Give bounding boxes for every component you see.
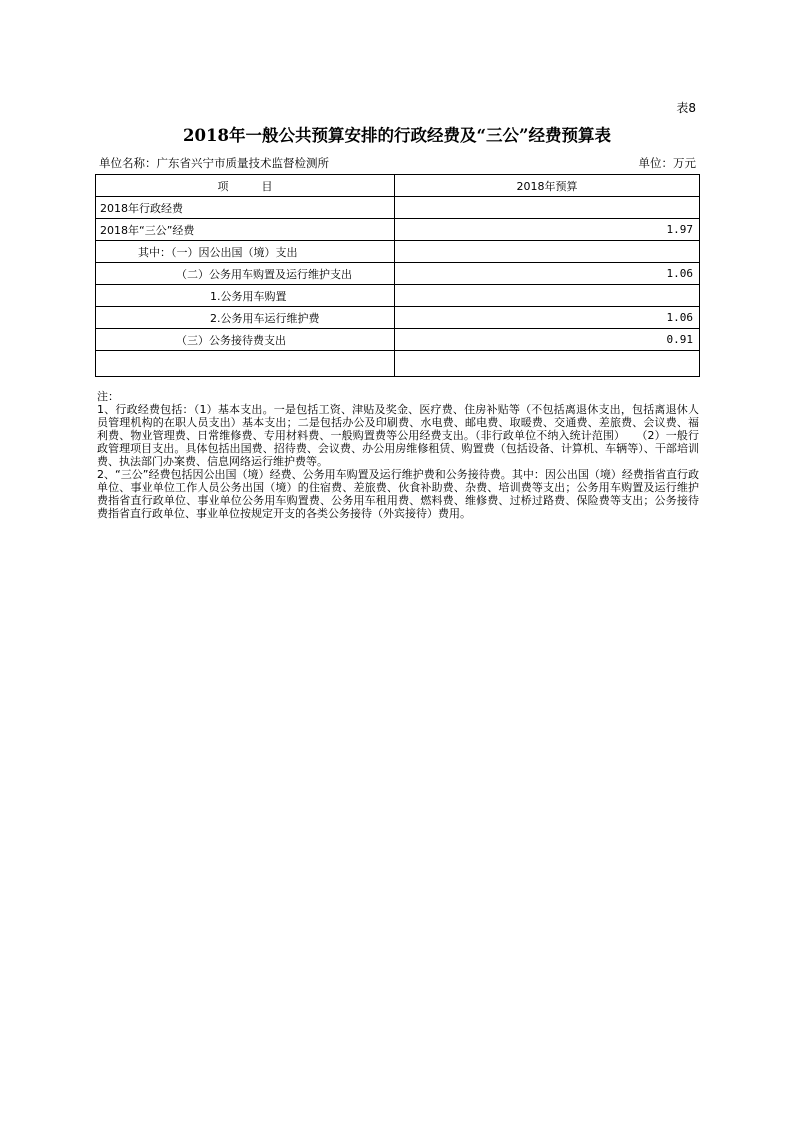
row-value xyxy=(395,351,700,377)
table-row xyxy=(96,219,700,241)
row-label: 2018年“三公”经费 xyxy=(96,219,395,241)
row-label: （二）公务用车购置及运行维护支出 xyxy=(96,263,395,285)
table-row xyxy=(96,197,700,219)
table-row xyxy=(96,241,700,263)
column-header-item: 项 目 xyxy=(96,175,395,197)
row-label: 1.公务用车购置 xyxy=(96,285,395,307)
row-label: 其中：（一）因公出国（境）支出 xyxy=(96,241,395,263)
table-row xyxy=(96,263,700,285)
row-label: 2018年行政经费 xyxy=(96,197,395,219)
column-header-budget: 2018年预算 xyxy=(395,175,700,197)
row-value: 1.06 xyxy=(395,307,700,329)
row-value: 1.06 xyxy=(395,263,700,285)
budget-table xyxy=(95,174,700,377)
page-title: 2018年一般公共预算安排的行政经费及“三公”经费预算表 xyxy=(183,126,611,145)
note-2: 2、“三公”经费包括因公出国（境）经费、公务用车购置及运行维护费和公务接待费。其中：因公出国（境）经费指省直行政单位、事业单位工作人员公务出国（境）的住宿费、差旅费、伙食补助费、杂费、培训费等支出；公务用车购置及运行维护费指省直行政单位、事业单位公务用车购置费、公务用车租用费、燃料费、维修费、过桥过路费、保险费等支出；公务接待费指省直行政单位、事业单位按规定开支的各类公务接待（外宾接待）费用。 xyxy=(97,468,699,520)
row-value: 0.91 xyxy=(395,329,700,351)
row-value xyxy=(395,197,700,219)
unit-label: 单位：万元 xyxy=(638,156,696,170)
table-header-row xyxy=(96,175,700,197)
notes-section xyxy=(97,390,699,520)
row-value xyxy=(395,285,700,307)
table-number: 表8 xyxy=(676,101,696,115)
row-value xyxy=(395,241,700,263)
note-1: 1、行政经费包括：（1）基本支出。一是包括工资、津贴及奖金、医疗费、住房补贴等（不包括离退休支出，包括离退休人员管理机构的在职人员支出）基本支出；二是包括办公及印刷费、水电费、邮电费、取暖费、交通费、差旅费、会议费、福利费、物业管理费、日常维修费、专用材料费、一般购置费等公用经费支出。（非行政单位不纳入统计范围） （2）一般行政管理项目支出。具体包括出国费、招待费、会议费、办公用房维修租赁、购置费（包括设备、计算机、车辆等）、干部培训费、执法部门办案费、信息网络运行维护费等。 xyxy=(97,403,699,468)
row-label: （三）公务接待费支出 xyxy=(96,329,395,351)
unit-name: 单位名称：广东省兴宁市质量技术监督检测所 xyxy=(99,156,329,170)
table-row xyxy=(96,307,700,329)
table-row xyxy=(96,285,700,307)
row-label: 2.公务用车运行维护费 xyxy=(96,307,395,329)
table-row xyxy=(96,351,700,377)
row-value: 1.97 xyxy=(395,219,700,241)
notes-heading: 注： xyxy=(97,390,119,403)
row-label xyxy=(96,351,395,377)
table-row xyxy=(96,329,700,351)
